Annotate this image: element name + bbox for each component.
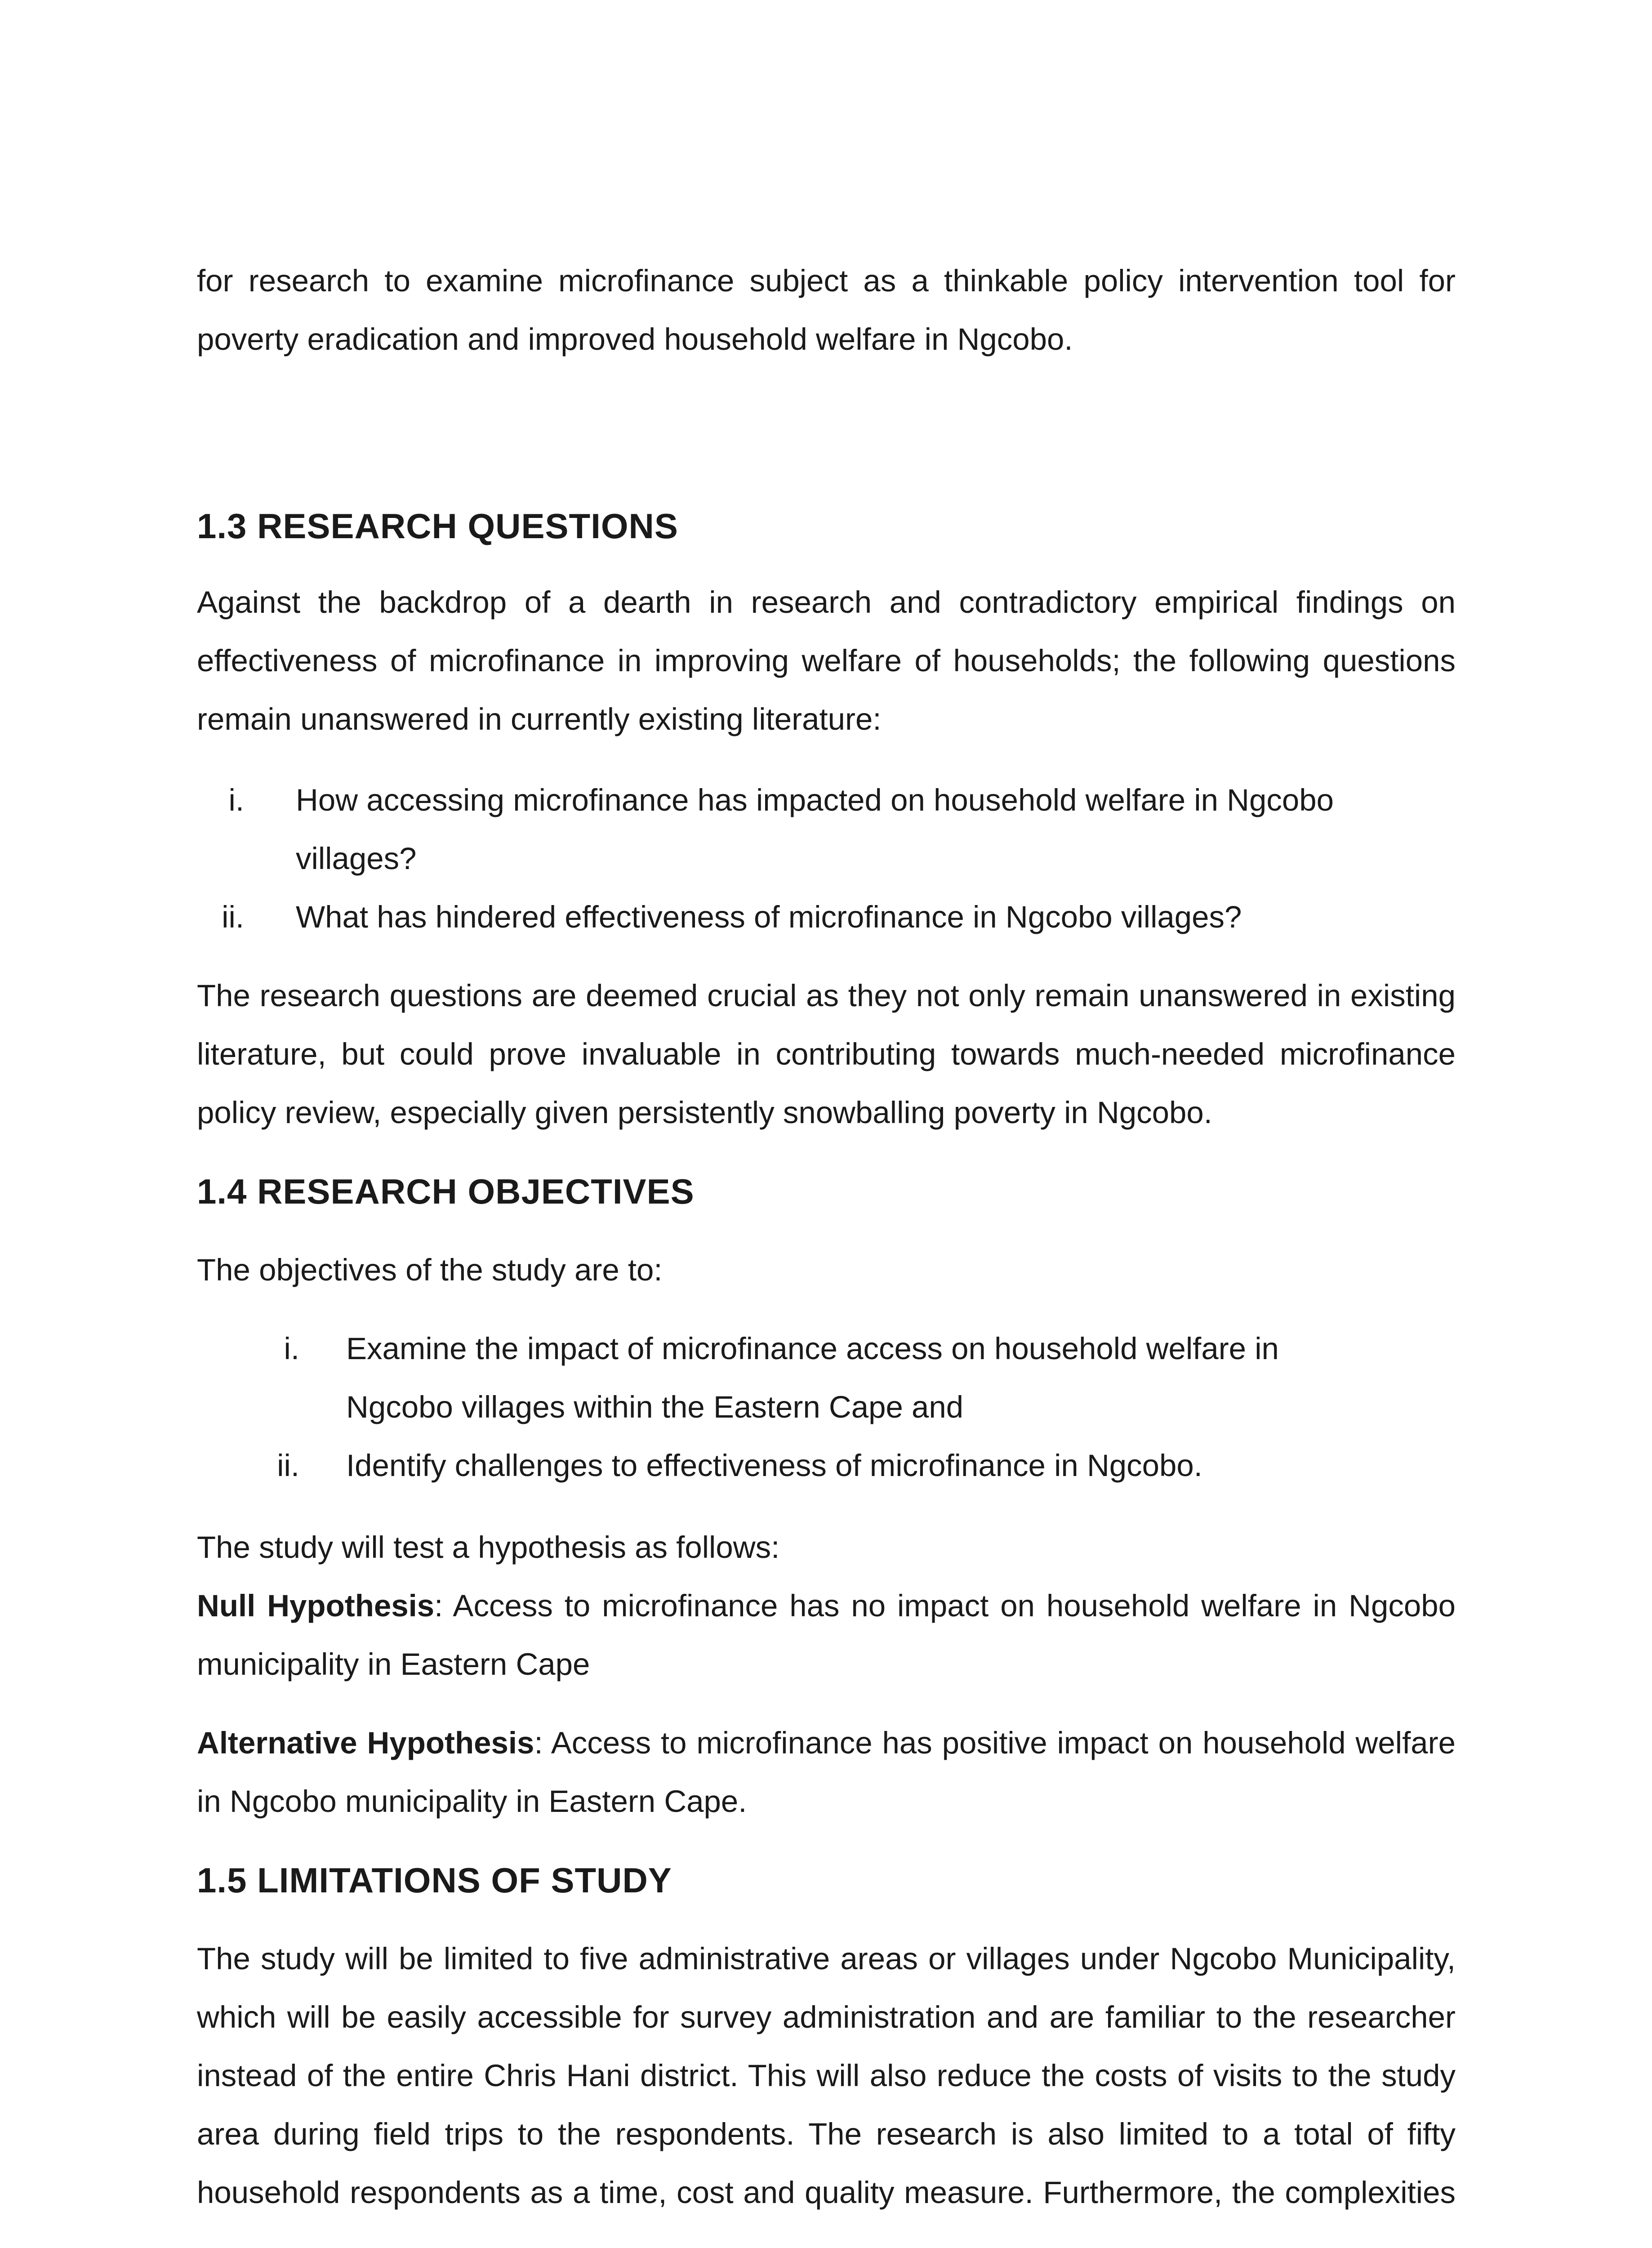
list-item	[197, 1320, 1393, 1436]
list-item-text: Examine the impact of microfinance access on household welfare in Ngcobo villages within the Eastern Cape and	[346, 1331, 1279, 1424]
list-item-number: ii.	[277, 1448, 299, 1483]
objectives-intro: The objectives of the study are to:	[197, 1253, 663, 1287]
null-hypothesis-label: Null Hypothesis	[197, 1588, 435, 1623]
alternative-hypothesis-text: : Access to microfinance has positive impact on household welfare in Ngcobo municipality in Eastern Cape.	[197, 1726, 1456, 1819]
list-item-number: ii.	[222, 900, 244, 934]
hypothesis-intro: The study will test a hypothesis as follows:	[197, 1530, 780, 1565]
intro-paragraph: for research to examine microfinance subject as a thinkable policy intervention tool for poverty eradication and improved household welfare in Ngcobo.	[197, 263, 1456, 357]
research-questions-list	[197, 771, 1456, 946]
null-hypothesis-paragraph	[197, 1577, 1456, 1694]
limitations-paragraph: The study will be limited to five administrative areas or villages under Ngcobo Municipality, which will be easily accessible for survey administration and are familiar to the researcher instead of the entire Chris Hani district. This will also reduce the costs of visits to the study area during field trips to the respondents. The research is also limited to a total of fifty household respondents as a time, cost and quality measure. Furthermore, the complexities	[197, 1941, 1456, 2210]
alternative-hypothesis-paragraph	[197, 1714, 1456, 1831]
null-hypothesis-text: : Access to microfinance has no impact on household welfare in Ngcobo municipality in Eastern Cape	[197, 1588, 1456, 1682]
list-item	[197, 771, 1456, 888]
list-item-number: i.	[228, 783, 244, 817]
questions-intro-paragraph: Against the backdrop of a dearth in research and contradictory empirical findings on effectiveness of microfinance in improving welfare of households; the following questions remain unanswered in currently existing literature:	[197, 585, 1456, 736]
alternative-hypothesis-label: Alternative Hypothesis	[197, 1726, 534, 1760]
questions-closing-paragraph: The research questions are deemed crucial as they not only remain unanswered in existing literature, but could prove invaluable in contributing towards much-needed microfinance policy review, especially given persistently snowballing poverty in Ngcobo.	[197, 978, 1456, 1130]
list-item	[197, 888, 1456, 946]
heading-research-questions: 1.3 RESEARCH QUESTIONS	[197, 506, 678, 546]
heading-limitations: 1.5 LIMITATIONS OF STUDY	[197, 1860, 672, 1900]
list-item-number: i.	[284, 1331, 299, 1366]
heading-research-objectives: 1.4 RESEARCH OBJECTIVES	[197, 1172, 695, 1211]
list-item-text: Identify challenges to effectiveness of microfinance in Ngcobo.	[346, 1448, 1202, 1483]
list-item	[197, 1436, 1393, 1495]
list-item-text: What has hindered effectiveness of microfinance in Ngcobo villages?	[296, 900, 1242, 934]
page-content	[197, 252, 1456, 2222]
list-item-text: How accessing microfinance has impacted on household welfare in Ngcobo villages?	[296, 783, 1334, 876]
research-objectives-list	[197, 1320, 1393, 1495]
